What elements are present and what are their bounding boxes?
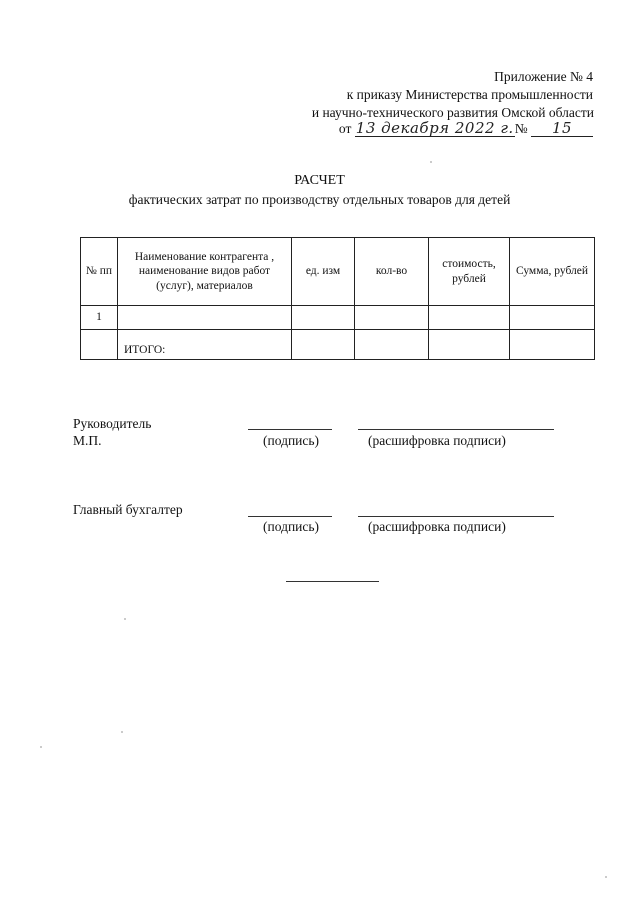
table-cell [292,330,355,360]
table-cell [510,306,595,330]
header-sum: Сумма, рублей [510,238,595,306]
table-cell [355,306,429,330]
accountant-signature-line [248,516,332,517]
cost-table [80,237,595,360]
stamp-label: М.П. [73,433,102,448]
table-cell [510,330,595,360]
order-date-handwritten: 13 декабря 2022 г. [355,119,514,137]
table-header-row [81,238,595,306]
order-reference: к приказу Министерства промышленности [346,87,593,102]
closing-divider [286,581,379,582]
document-subtitle: фактических затрат по производству отдельных товаров для детей [128,192,511,207]
date-prefix: от [338,121,352,136]
header-name: Наименование контрагента , наименование видов работ (услуг), материалов [118,238,292,306]
scan-speck [430,161,432,163]
header-quantity: кол-во [355,238,429,306]
accountant-title: Главный бухгалтер [73,502,183,517]
appendix-label: Приложение № 4 [494,69,593,84]
head-signature-line [248,429,332,430]
table-cell [292,306,355,330]
table-cell [355,330,429,360]
header-number: № пп [81,238,118,306]
header-unit: ед. изм [292,238,355,306]
table-row [81,306,595,330]
head-decoding-line [358,429,554,430]
total-label: ИТОГО: [118,330,292,360]
table-cell: 1 [81,306,118,330]
table-cell [118,306,292,330]
accountant-decoding-line [358,516,554,517]
accountant-decoding-caption: (расшифровка подписи) [368,519,506,534]
table-total-row [81,330,595,360]
scan-speck [121,731,123,733]
order-number-label: № [514,121,528,136]
order-date-line [339,121,593,137]
scan-speck [40,746,42,748]
scan-speck [124,618,126,620]
order-number-handwritten: 15 [531,121,593,137]
accountant-signature-caption: (подпись) [263,519,320,534]
head-decoding-caption: (расшифровка подписи) [368,433,506,448]
table-cell [429,330,510,360]
head-title: Руководитель [73,416,152,431]
scan-speck [605,876,607,878]
table-cell [81,330,118,360]
document-title: РАСЧЕТ [294,173,345,188]
header-cost: стоимость, рублей [429,238,510,306]
head-signature-caption: (подпись) [263,433,320,448]
ministry-name: и научно-технического развития Омской области [311,105,594,120]
table-cell [429,306,510,330]
